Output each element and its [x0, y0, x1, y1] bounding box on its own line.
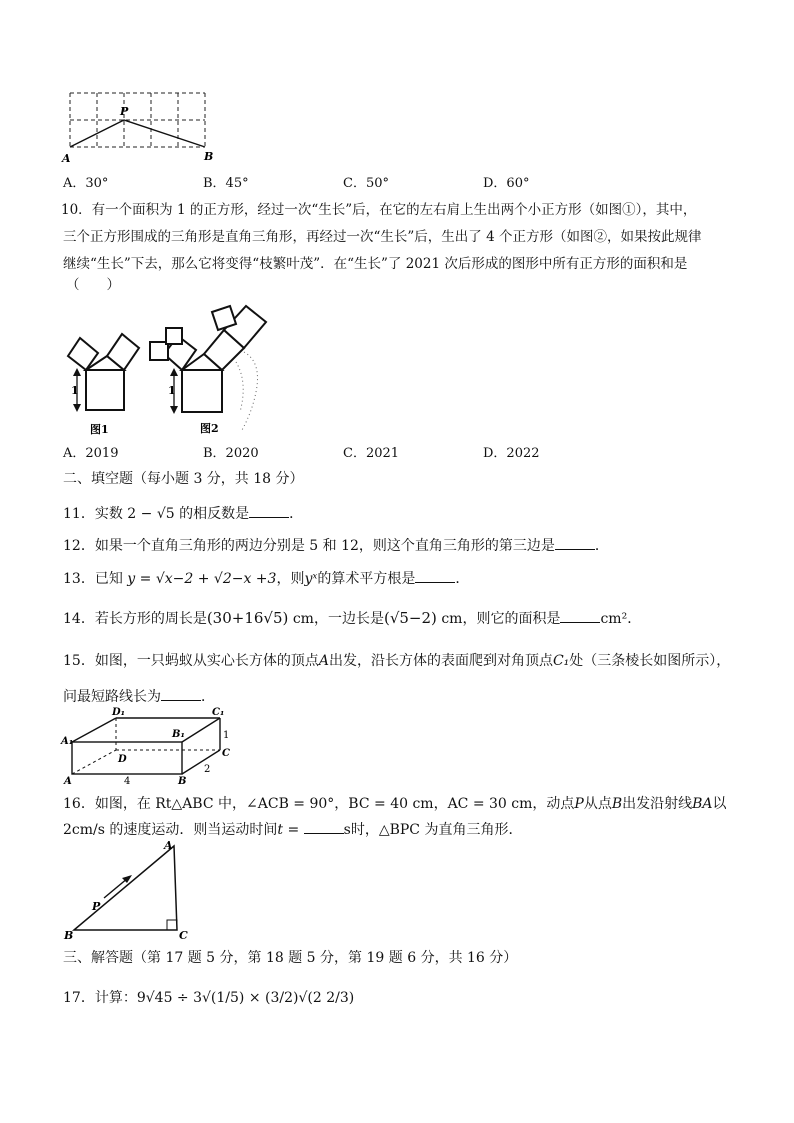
- q16-fig-c: C: [179, 929, 188, 942]
- q16-line2-post: s时，△BPC 为直角三角形．: [343, 822, 523, 838]
- q11-end: ．: [289, 506, 304, 522]
- q10-option-c: C．2021: [343, 446, 400, 461]
- q15-line2: 问最短路线长为: [63, 689, 161, 705]
- q15-line1-pre: 15．如图，一只蚂蚁从实心长方体的顶点: [63, 653, 319, 669]
- q10-line-3: 继续“生长”下去，那么它将变得“枝繁叶茂”．在“生长”了 2021 次后形成的图形中所有正方形的面积和是: [63, 256, 688, 272]
- q15-end: ．: [201, 689, 215, 705]
- q15-fig-a: A: [64, 776, 72, 786]
- q10-fig1-label: 图1: [90, 423, 109, 436]
- q16-fig-a: A: [164, 839, 173, 852]
- q16-t: t =: [277, 822, 300, 838]
- q15-fig-a1: A₁: [61, 736, 74, 747]
- q15-line1-post: 处（三条棱长如图所示），: [569, 653, 731, 669]
- q10-line-1: 10．有一个面积为 1 的正方形，经过一次“生长”后，在它的左右肩上生出两个小正方形（如图①），其中，: [61, 202, 697, 218]
- q12-answer-blank[interactable]: [555, 537, 595, 550]
- q16-line1-pre: 16．如图，在 Rt△ABC 中，∠ACB = 90°，BC = 40 cm，AC = 30 cm，动点: [63, 796, 575, 812]
- q11-pre: 11．实数: [63, 506, 123, 522]
- q13: [63, 570, 469, 588]
- q16-line1-mid: 从点: [583, 796, 612, 812]
- section-2-heading: 二、填空题（每小题 3 分，共 18 分）: [63, 471, 304, 487]
- q15-fig-c: C: [222, 748, 230, 759]
- q9-option-d: D．60°: [483, 176, 530, 191]
- q16-answer-blank[interactable]: [304, 821, 344, 834]
- q16-line1-end: 以: [712, 796, 727, 812]
- q9-option-c: C．50°: [343, 176, 389, 191]
- q14-mid1: cm，一边长是: [288, 611, 384, 627]
- q16-b: B: [611, 796, 623, 812]
- q15-cuboid-figure: [60, 704, 240, 786]
- q9-label-b: B: [204, 150, 214, 163]
- q15-fig-d: D: [118, 754, 127, 765]
- q11-answer-blank[interactable]: [249, 505, 289, 518]
- q14-pre: 14．若长方形的周长是: [63, 611, 207, 627]
- q14-mid2: cm，则它的面积是: [436, 611, 561, 627]
- q15-line1-mid: 出发，沿长方体的表面爬到对角顶点: [328, 653, 553, 669]
- q17-expr: 9√45 ÷ 3√(1/5) × (3/2)√(2 2/3): [136, 990, 355, 1006]
- q16-triangle-figure: [60, 838, 200, 942]
- q10-fig2-side: 1: [168, 384, 176, 397]
- q13-pre: 13．已知: [63, 571, 123, 587]
- q15-vertex-c1: C₁: [552, 653, 570, 669]
- q12: [63, 537, 609, 555]
- q17-pre: 17．计算：: [63, 990, 137, 1006]
- q16-p: P: [574, 796, 584, 812]
- q14-end: cm²．: [600, 611, 642, 627]
- q9-option-b: B．45°: [203, 176, 249, 191]
- q10-fig1-side: 1: [71, 384, 79, 397]
- q14-expr1: (30+16√5): [206, 609, 289, 627]
- q13-expr: y = √x−2 + √2−x +3: [127, 571, 277, 587]
- q13-expr2: yˣ: [304, 571, 318, 587]
- q15-fig-b1: B₁: [172, 729, 185, 740]
- q16-line2-pre: 2cm/s 的速度运动．则当运动时间: [63, 822, 278, 838]
- q15-vertex-a: A: [318, 653, 329, 669]
- q15-fig-d1: D₁: [112, 707, 126, 718]
- q14: [63, 609, 641, 628]
- q11-post: 的相反数是: [179, 506, 250, 522]
- q15-fig-c1: C₁: [212, 707, 225, 718]
- q16-fig-p: P: [92, 900, 101, 913]
- q9-label-a: A: [62, 152, 71, 165]
- q16-fig-b: B: [64, 929, 74, 942]
- q15-fig-len-bc: 2: [204, 764, 211, 775]
- q12-end: ．: [594, 538, 609, 554]
- q13-end: ．: [455, 571, 470, 587]
- q12-text: 12．如果一个直角三角形的两边分别是 5 和 12，则这个直角三角形的第三边是: [63, 538, 555, 554]
- q15-fig-b: B: [178, 776, 187, 786]
- q17: [63, 989, 354, 1007]
- q10-line-4: （ ）: [66, 277, 120, 293]
- q15-fig-len-cc1: 1: [223, 730, 230, 741]
- q13-mid: ，则: [276, 571, 305, 587]
- section-3-heading: 三、解答题（第 17 题 5 分，第 18 题 5 分，第 19 题 6 分，共 16 分）: [63, 950, 518, 966]
- q10-line-2: 三个正方形围成的三角形是直角三角形，再经过一次“生长”后，生出了 4 个正方形（如图②，如果按此规律: [63, 229, 702, 245]
- q11-expr: 2 − √5: [127, 506, 175, 522]
- q16-line-1: [63, 795, 727, 813]
- q16-line-2: [63, 821, 522, 839]
- q16-ba: BA: [692, 796, 713, 812]
- q13-post: 的算术平方根是: [317, 571, 416, 587]
- q13-answer-blank[interactable]: [415, 570, 455, 583]
- q9-option-a: A．30°: [63, 176, 109, 191]
- q15-answer-blank[interactable]: [161, 688, 201, 701]
- q9-label-p: P: [120, 105, 129, 118]
- q10-figure-2: [144, 292, 274, 438]
- q10-option-d: D．2022: [483, 446, 540, 461]
- q15-fig-len-ab: 4: [124, 776, 131, 786]
- q15-line-1: [63, 652, 730, 670]
- q10-fig2-label: 图2: [200, 422, 219, 435]
- q11: [63, 505, 303, 523]
- q14-expr2: (√5−2): [383, 609, 437, 627]
- q9-grid-figure: [58, 88, 228, 166]
- q10-option-a: A．2019: [63, 446, 119, 461]
- q16-line1-post: 出发沿射线: [622, 796, 693, 812]
- q14-answer-blank[interactable]: [560, 610, 600, 623]
- q10-option-b: B．2020: [203, 446, 259, 461]
